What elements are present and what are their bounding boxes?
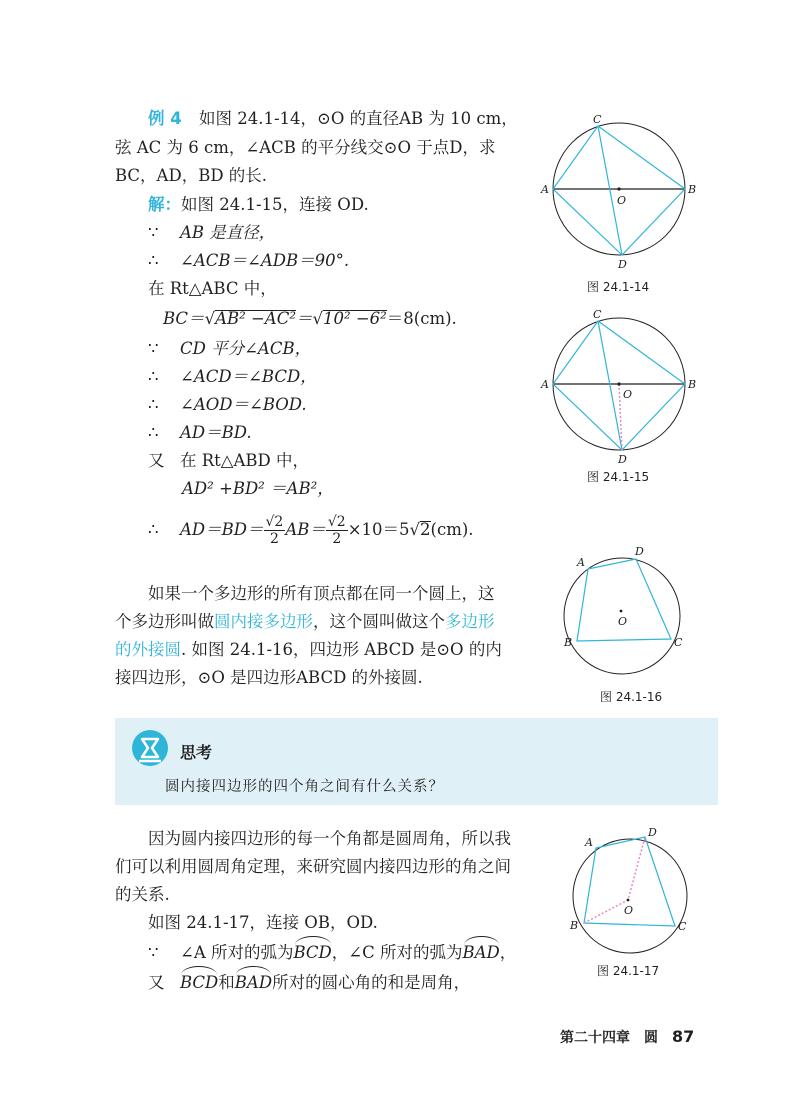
because-symbol: ∵ [148,339,159,358]
step-9-text: 在 Rt△ABD 中， [180,451,310,470]
fig14-caption: 图 24.1-14 [587,280,650,294]
fig17-ob-od-dotted [584,837,645,923]
solution-step-2 [148,250,349,272]
example-line-3: BC，AD，BD 的长. [115,166,268,185]
because-symbol: ∵ [148,223,159,242]
solution-step-6 [148,366,317,388]
para1-line-2 [115,611,495,633]
because-symbol: ∵ [148,943,159,962]
therefore-symbol: ∴ [148,520,159,539]
para2-text-e: 所对的圆心角的和是周角， [272,973,471,992]
fig17-label-d: D [648,826,657,839]
solution-intro [148,194,369,216]
ab-term: AB＝ [285,520,326,539]
fig15-label-a: A [541,378,549,391]
fig15-label-c: C [593,308,602,321]
unit-cm: (cm). [430,520,474,539]
fig16-quad [577,559,671,641]
figure-24-1-14 [535,112,705,272]
also-symbol: 又 [148,451,165,470]
term-circumscribed-circle: 的外接圆 [115,640,181,659]
bc-lhs: BC＝ [163,309,205,328]
solution-step-11: ∴ AD＝BD＝ $\frac{√2}{2}$ AB＝ $\frac{√2}{2}$ ×10＝5√2(cm). [148,514,474,547]
para2-line-6 [148,972,470,994]
think-icon [130,728,170,768]
solution-step-5 [148,338,311,360]
fraction-1-denominator: 2 [269,531,279,547]
para2-line-1: 因为圆内接四边形的每一个角都是圆周角，所以我 [148,829,511,848]
therefore-symbol: ∴ [148,251,159,270]
radicand-1: AB² −AC² [215,309,296,328]
fig15-center [617,382,620,385]
solution-intro-text: 如图 24.1-15，连接 OD. [181,195,369,214]
fraction-2-numerator: √2 [327,514,346,530]
solution-step-4: BC＝√AB² −AC²＝√10² −6²＝8(cm). [163,309,457,328]
fig14-label-b: B [688,183,697,196]
therefore-symbol: ∴ [148,423,159,442]
solution-step-10: AD² +BD² ＝AB²， [182,479,334,498]
para2-line-2: 们可以利用圆周角定理，来研究圆内接四边形的角之间 [115,857,511,876]
fig14-label-d: D [618,258,627,271]
fig14-label-o: O [617,194,627,207]
think-question: 圆内接四边形的四个角之间有什么关系？ [165,779,444,795]
example-label: 例 4 [148,109,182,128]
example-line-2: 弦 AC 为 6 cm，∠ACB 的平分线交⊙O 于点D，求 [115,138,496,157]
fig17-caption: 图 24.1-17 [597,964,660,978]
para1-text-b: ，这个圆叫做这个 [313,612,445,631]
figure-24-1-15 [535,307,705,467]
para2-line-4: 如图 24.1-17，连接 OB，OD. [148,913,378,932]
solution-step-7 [148,394,307,416]
solution-step-8 [148,422,252,444]
step-8-text: AD＝BD. [180,423,252,442]
radicand-3: 2 [420,520,431,539]
fraction-2-denominator: 2 [332,531,342,547]
times-ten: ×10＝5 [347,520,410,539]
ad-bd-lhs: AD＝BD＝ [180,520,264,539]
fraction-1-numerator: √2 [265,514,284,530]
step-7-text: ∠AOD＝∠BOD. [180,395,307,414]
therefore-symbol: ∴ [148,367,159,386]
step-1-text: AB 是直径， [180,223,276,242]
solution-label: 解： [148,195,181,214]
para2-line-5 [148,942,516,964]
step-5-text: CD 平分∠ACB， [180,339,312,358]
page-footer [560,1027,694,1047]
fig15-caption: 图 24.1-15 [587,470,650,484]
para2-text-b: ，∠C 所对的弧为 [331,943,463,962]
example-text-1: 如图 24.1-14，⊙O 的直径AB 为 10 cm， [198,109,518,128]
fig17-label-b: B [570,919,579,932]
arc-bad-2: BAD [234,973,273,992]
bc-result: ＝8(cm). [386,309,457,328]
figure-24-1-16 [555,540,705,680]
fraction-2 [326,514,348,547]
fig14-center [617,187,620,190]
chapter-title: 第二十四章 圆 [560,1030,658,1046]
step-2-text: ∠ACB＝∠ADB＝90°. [180,251,350,270]
fig16-label-o: O [618,615,628,628]
fig16-label-c: C [674,636,683,649]
fig15-label-o: O [623,388,633,401]
para2-text-a: ∠A 所对的弧为 [180,943,294,962]
fig16-label-a: A [577,556,585,569]
solution-step-9 [148,450,309,472]
fig17-label-c: C [678,920,687,933]
fig16-caption: 图 24.1-16 [600,690,663,704]
fig17-label-o: O [624,904,634,917]
para1-line-3 [115,639,502,661]
term-polygon: 多边形 [445,612,495,631]
para1-line-4: 接四边形，⊙O 是四边形ABCD 的外接圆. [115,668,423,687]
fig16-label-b: B [564,636,573,649]
arc-bad: BAD [462,943,500,962]
term-inscribed-polygon: 圆内接多边形 [214,612,313,631]
page-number: 87 [672,1027,695,1046]
para1-line-1: 如果一个多边形的所有顶点都在同一个圆上，这 [148,584,495,603]
fig14-label-a: A [541,183,549,196]
fig15-label-b: B [688,378,697,391]
para1-text-c: . 如图 24.1-16，四边形 ABCD 是⊙O 的内 [181,640,502,659]
therefore-symbol: ∴ [148,395,159,414]
solution-step-3: 在 Rt△ABC 中， [148,279,277,298]
para2-text-c: ， [499,943,517,962]
arc-bcd: BCD [293,943,332,962]
fig14-label-c: C [593,113,602,126]
fig16-label-d: D [635,545,644,558]
arc-bcd-2: BCD [180,973,219,992]
equals-sign: ＝ [295,309,313,328]
solution-step-1 [148,222,275,244]
also-symbol: 又 [148,973,165,992]
fig17-center [627,899,630,902]
para1-text-a: 个多边形叫做 [115,612,214,631]
think-title: 思考 [180,743,213,762]
radicand-2: 10² −6² [322,309,387,328]
para2-text-d: 和 [218,973,235,992]
fig15-label-d: D [618,453,627,466]
para2-line-3: 的关系. [115,885,170,904]
fig17-label-a: A [585,836,593,849]
example-line-1 [148,108,518,130]
fraction-1 [264,514,286,547]
fig16-center [620,610,623,613]
figure-24-1-17 [562,826,707,956]
fig17-circle [573,839,687,953]
step-6-text: ∠ACD＝∠BCD， [180,367,317,386]
